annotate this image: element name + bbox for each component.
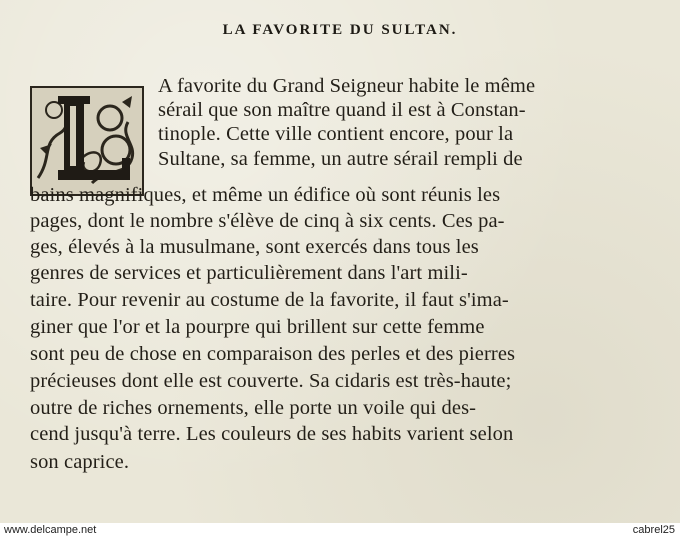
text-line: pages, dont le nombre s'élève de cinq à six cents. Ces pa- bbox=[30, 210, 505, 232]
text-line: genres de services et particulièrement dans l'art mili- bbox=[30, 262, 468, 284]
text-line: précieuses dont elle est couverte. Sa cidaris est très-haute; bbox=[30, 370, 512, 392]
document-title: LA FAVORITE DU SULTAN. bbox=[222, 22, 458, 38]
text-line: outre de riches ornements, elle porte un voile qui des- bbox=[30, 397, 477, 419]
text-line: taire. Pour revenir au costume de la favorite, il faut s'ima- bbox=[30, 289, 509, 311]
text-line: son caprice. bbox=[30, 451, 130, 473]
footer-site-link[interactable]: www.delcampe.net bbox=[4, 524, 97, 536]
text-line: ges, élevés à la musulmane, sont exercés dans tous les bbox=[30, 236, 479, 258]
text-line: sont peu de chose en comparaison des perles et des pierres bbox=[30, 343, 516, 365]
text-line: sérail que son maître quand il est à Constan- bbox=[158, 99, 526, 121]
footer-bar bbox=[0, 523, 680, 538]
text-line: giner que l'or et la pourpre qui brillent sur cette femme bbox=[30, 316, 485, 338]
footer-seller-name: cabrel25 bbox=[632, 524, 675, 536]
text-line: cend jusqu'à terre. Les couleurs de ses habits varient selon bbox=[30, 423, 514, 445]
ornate-drop-cap bbox=[30, 86, 144, 196]
text-line: tinople. Cette ville contient encore, pour la bbox=[158, 123, 514, 145]
text-line: bains magnifiques, et même un édifice où sont réunis les bbox=[30, 184, 501, 206]
text-line: Sultane, sa femme, un autre sérail rempli de bbox=[158, 148, 523, 170]
text-line: A favorite du Grand Seigneur habite le même bbox=[158, 75, 536, 97]
